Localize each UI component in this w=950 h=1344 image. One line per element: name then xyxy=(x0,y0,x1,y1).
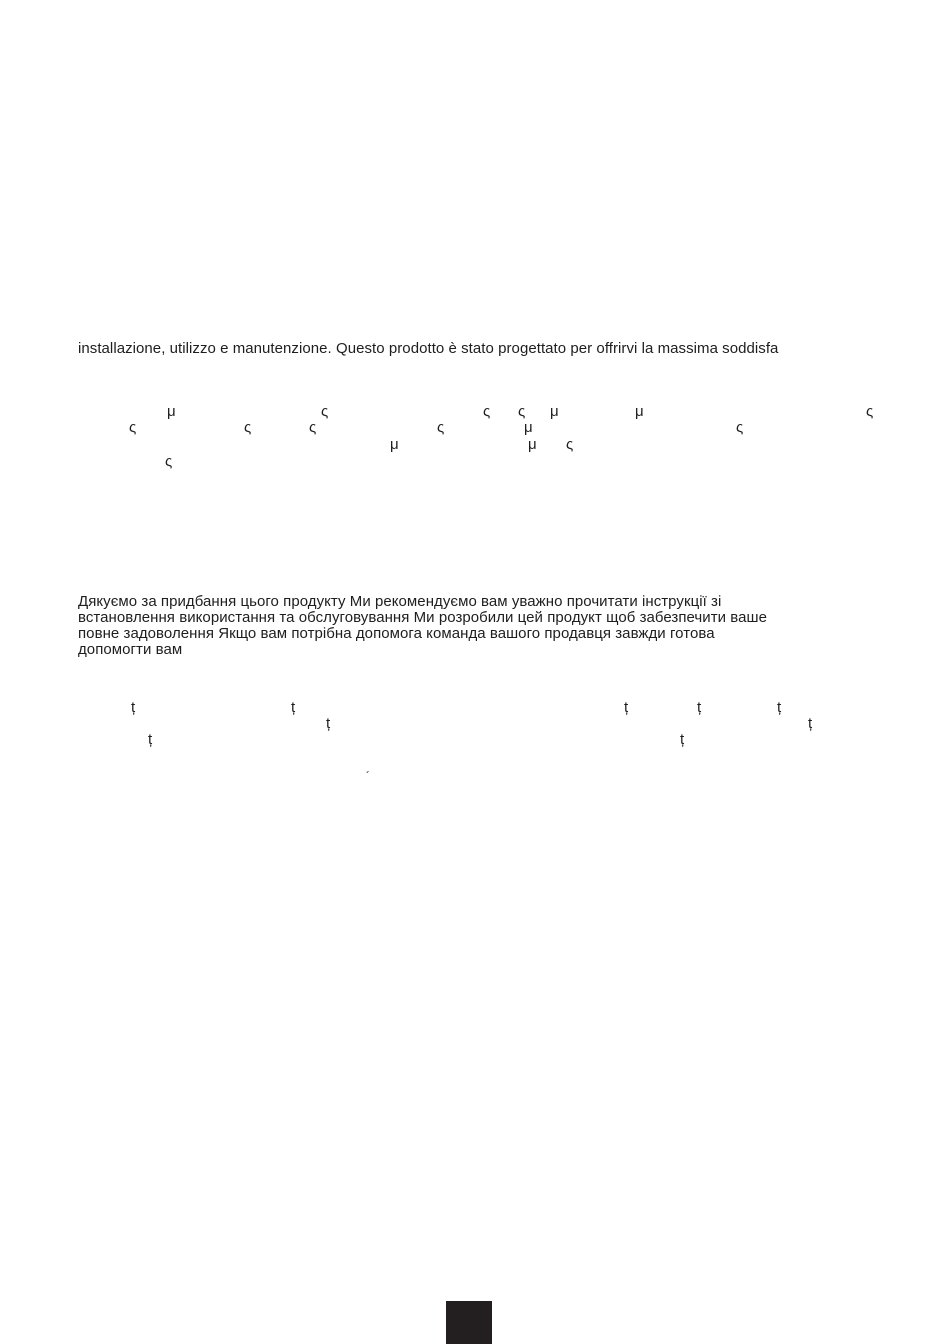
romanian-glyph-t-comma: ț xyxy=(148,731,153,748)
romanian-glyph-t-comma: ț xyxy=(326,715,331,732)
greek-glyph-sigma: ς xyxy=(866,403,874,420)
greek-glyph-mu: μ xyxy=(550,403,559,420)
romanian-glyph-accent: ´ xyxy=(366,769,370,783)
romanian-glyph-t-comma: ț xyxy=(624,699,629,716)
romanian-glyph-t-comma: ț xyxy=(131,699,136,716)
greek-glyph-mu: μ xyxy=(524,419,533,436)
romanian-glyph-t-comma: ț xyxy=(697,699,702,716)
ukrainian-text-line: повне задоволення Якщо вам потрібна допомога команда вашого продавця завжди готова xyxy=(78,625,715,642)
greek-glyph-mu: μ xyxy=(528,436,537,453)
romanian-glyph-t-comma: ț xyxy=(808,715,813,732)
greek-glyph-sigma: ς xyxy=(566,436,574,453)
greek-glyph-sigma: ς xyxy=(736,419,744,436)
romanian-glyph-t-comma: ț xyxy=(680,731,685,748)
italian-text-line: installazione, utilizzo e manutenzione. Questo prodotto è stato progettato per offrirvi la massima soddisfa xyxy=(78,340,779,357)
greek-glyph-mu: μ xyxy=(635,403,644,420)
greek-glyph-sigma: ς xyxy=(165,453,173,470)
romanian-glyph-t-comma: ț xyxy=(777,699,782,716)
greek-glyph-sigma: ς xyxy=(518,403,526,420)
greek-glyph-sigma: ς xyxy=(483,403,491,420)
greek-glyph-sigma: ς xyxy=(244,419,252,436)
ukrainian-text-line: допомогти вам xyxy=(78,641,183,658)
greek-glyph-sigma: ς xyxy=(437,419,445,436)
romanian-glyph-t-comma: ț xyxy=(291,699,296,716)
greek-glyph-mu: μ xyxy=(390,436,399,453)
greek-glyph-sigma: ς xyxy=(321,403,329,420)
ukrainian-text-line: Дякуємо за придбання цього продукту Ми рекомендуємо вам уважно прочитати інструкції зі xyxy=(78,593,722,610)
page-number-tab xyxy=(446,1301,492,1344)
greek-glyph-sigma: ς xyxy=(129,419,137,436)
ukrainian-text-line: встановлення використання та обслуговування Ми розробили цей продукт щоб забезпечити ваше xyxy=(78,609,767,626)
greek-glyph-mu: μ xyxy=(167,403,176,420)
greek-glyph-sigma: ς xyxy=(309,419,317,436)
